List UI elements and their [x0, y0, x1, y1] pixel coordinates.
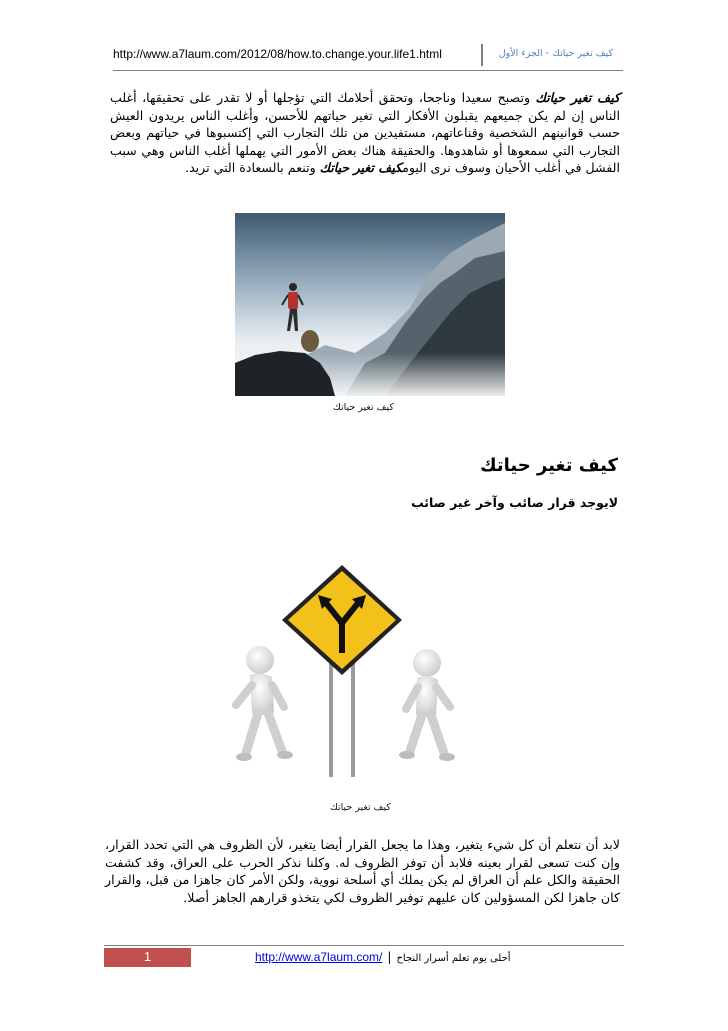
footer-link[interactable]: http://www.a7laum.com/ — [255, 950, 383, 964]
section-subheading: لايوجد قرار صائب وآخر غير صائب — [411, 495, 618, 510]
header-title: كيف تغير حياتك - الجزء الأول — [498, 48, 613, 59]
intro-text-part2: وتنعم بالسعادة التي تريد. — [185, 160, 320, 175]
footer — [255, 950, 511, 964]
crossroads-sign-illustration — [222, 565, 467, 785]
image2-caption: كيف تغير حياتك — [330, 802, 391, 813]
intro-text-part1: وتصبح سعيدا وناجحا، وتحقق أحلامك التي تؤجلها أو لا تقدر على تحقيقها، أغلب الناس إن لم يكن جميعهم يقبلون الأفكار التي تغير حياتهم للأحسن، وأغلب الناس يريدون العيش حسب قوانينهم الشخصية وقناعاتهم، مستفيدين من تلك التجارب التي إكتسبوها في حياتهم وبعض التجارب التي سمعوها أو شاهدوها. والحقيقة هناك بعض الأمور التي يهملها أغلب الناس وهي سبب الفشل في أغلب الأحيان وسوف نرى اليوم — [110, 90, 620, 175]
intro-emphasis-2: كيف تغير حياتك — [319, 160, 403, 175]
page-number: 1 — [143, 949, 152, 964]
left-stick-figure — [236, 646, 293, 761]
section-heading: كيف تغير حياتك — [480, 455, 618, 476]
page-number-box — [104, 948, 191, 967]
fork-road-sign — [282, 565, 402, 675]
intro-paragraph — [110, 89, 620, 177]
image1-caption: كيف تغير حياتك — [333, 402, 394, 413]
right-stick-figure — [399, 649, 455, 761]
header-rule — [113, 70, 623, 71]
intro-lead-emphasis: كيف تغير حياتك — [535, 90, 620, 105]
footer-rule — [104, 945, 624, 946]
mountain-hiker-photo — [235, 213, 505, 396]
header-url[interactable]: http://www.a7laum.com/2012/08/how.to.change.your.life1.html — [113, 47, 442, 61]
page-header — [113, 44, 613, 68]
body-paragraph: لابد أن نتعلم أن كل شيء يتغير، وهذا ما يجعل القرار أيضا يتغير، لأن الظروف هي التي تحدد القرار، وإن كنت تسعى لقرار بعينه فلابد أن توفر الظروف له. وكلنا نذكر الحرب على العراق، وقد كشفت الحقيقة والكل علم أن العراق لم يكن يملك أي أسلحة نووية، ولكن الأمر كان جاهزا من قبل، والقرار كان جاهزا لكن المسؤولين كان عليهم توفير الظروف لكي يتخذو قرارهم الجاهز أصلا. — [105, 837, 620, 905]
header-divider — [481, 44, 483, 66]
footer-separator: | — [387, 950, 392, 964]
footer-slogan: أحلى يوم تعلم أسرار النجاح — [396, 953, 511, 964]
